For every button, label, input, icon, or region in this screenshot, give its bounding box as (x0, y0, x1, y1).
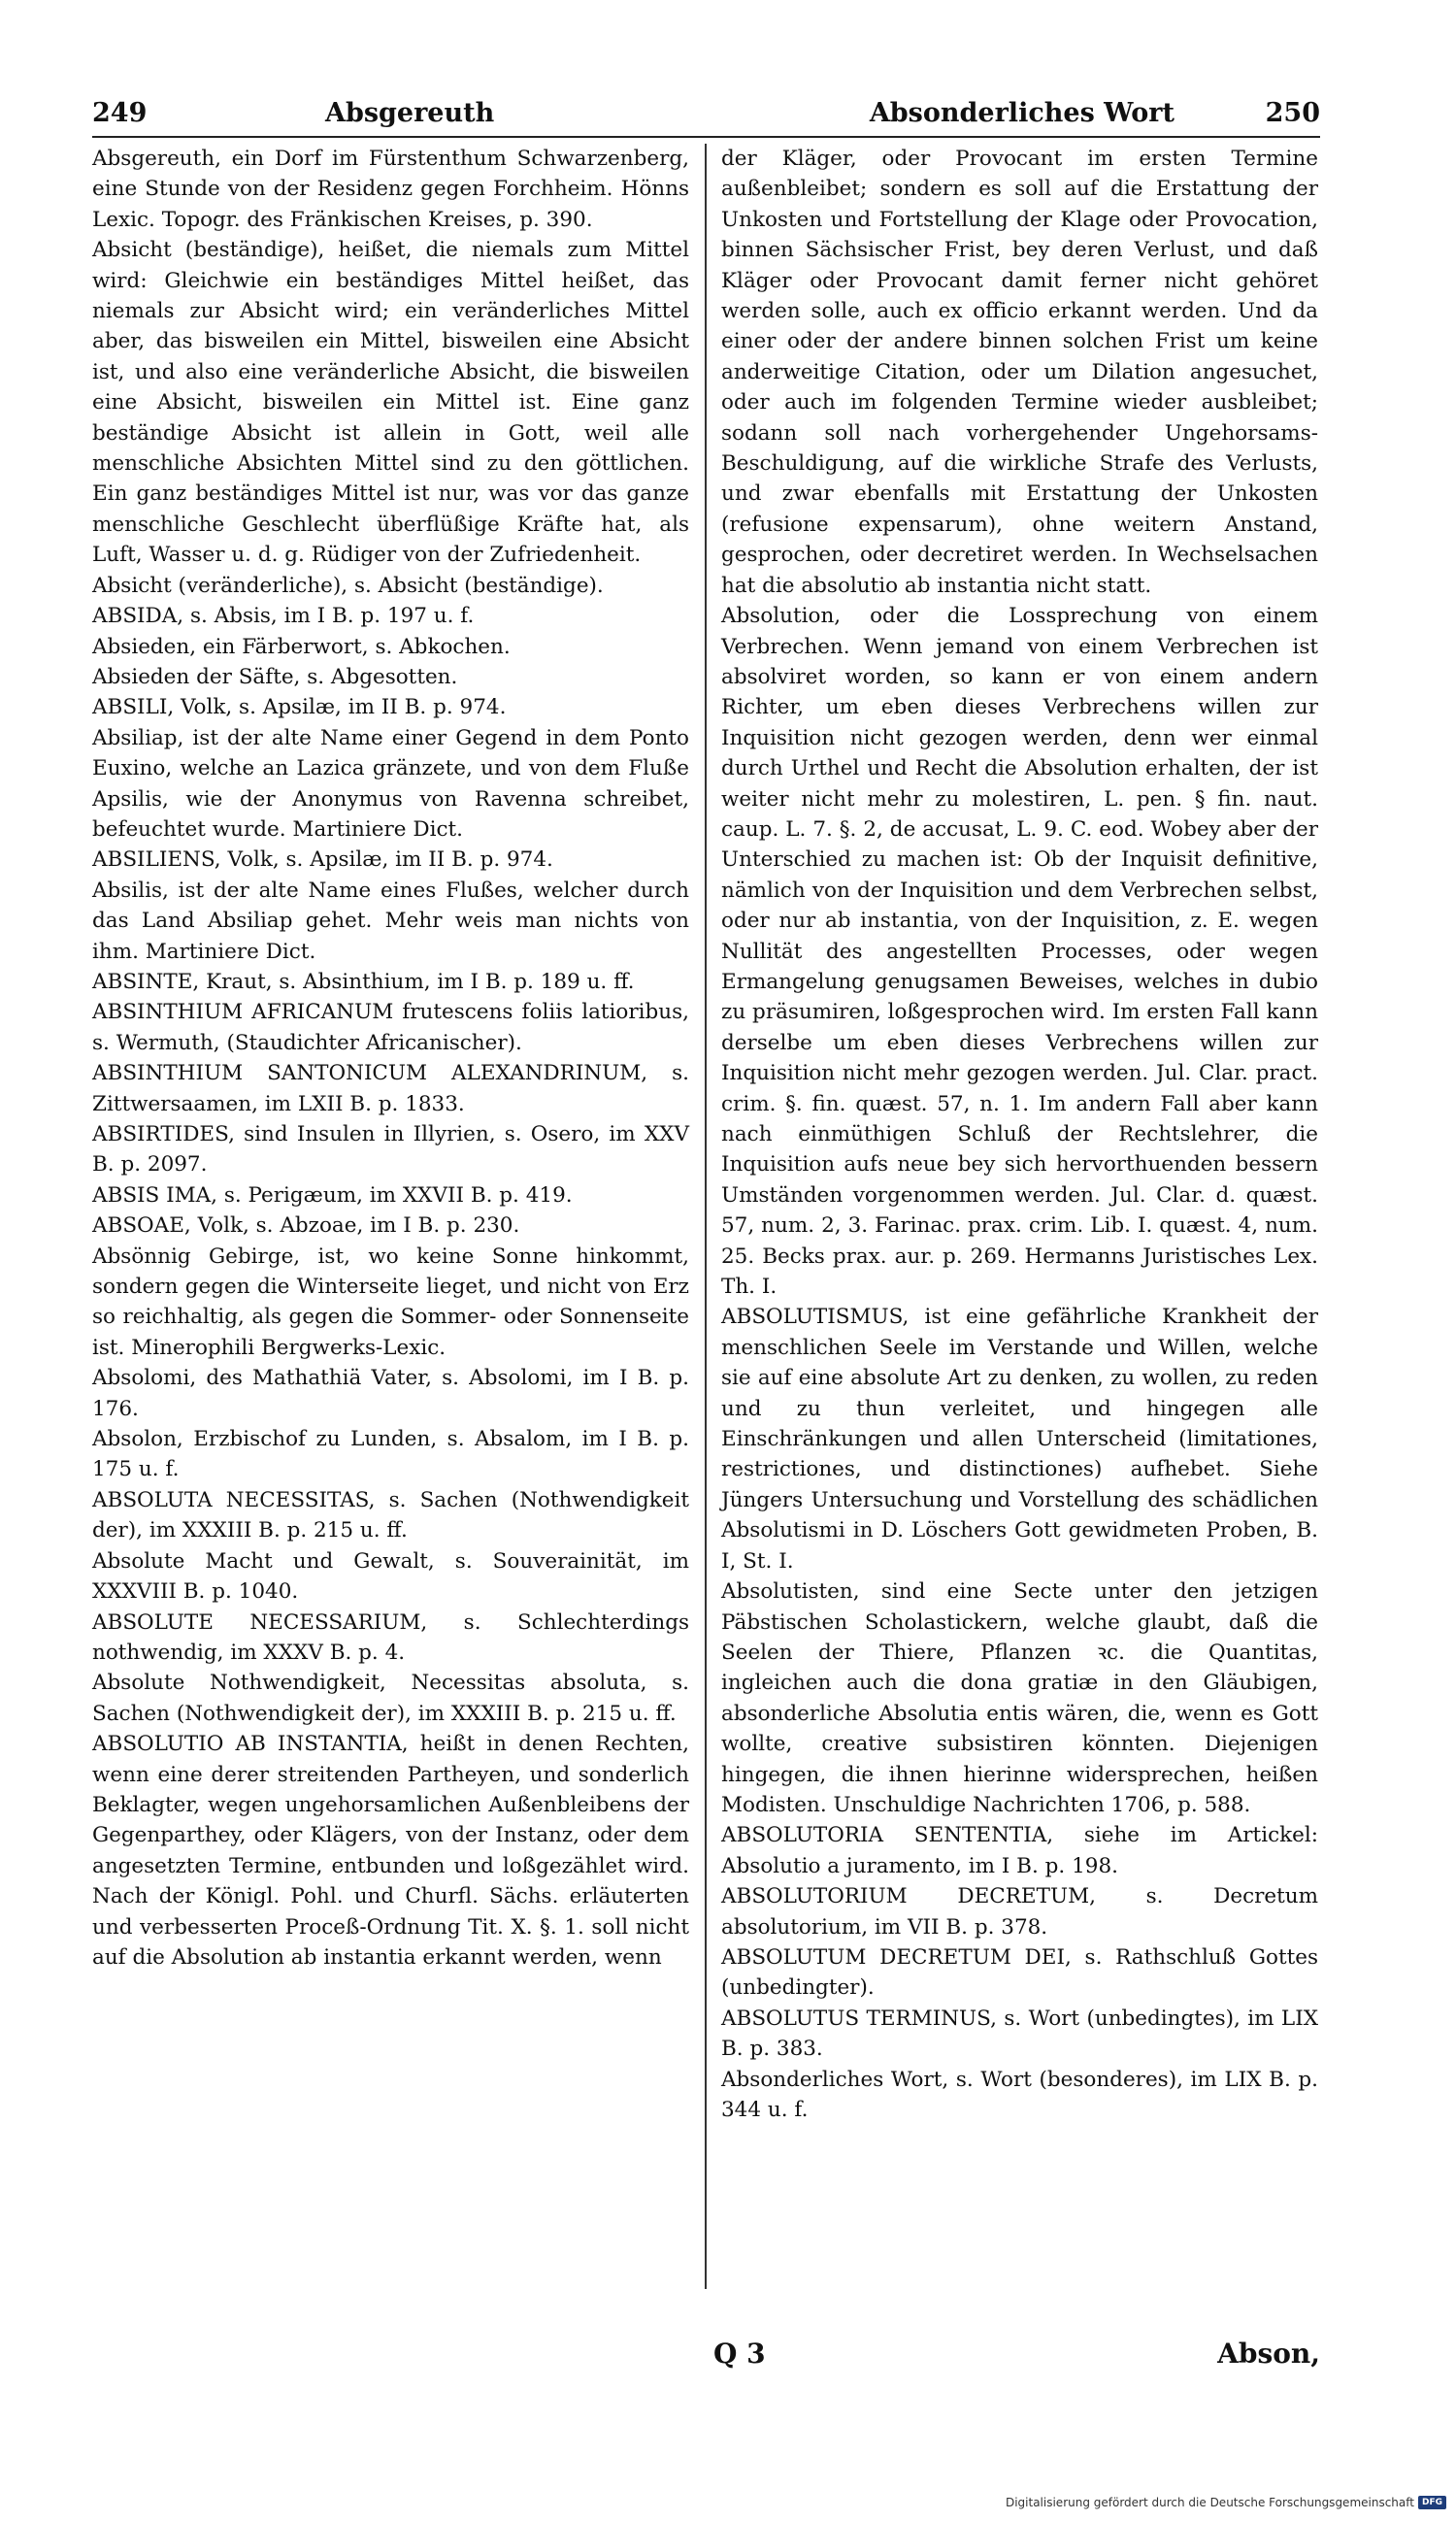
running-title-left: Absgereuth (325, 98, 495, 128)
lexicon-entry: ABSOLUTUS TERMINUS, s. Wort (unbedingtes), im LIX B. p. 383. (721, 2006, 1318, 2062)
lexicon-entry: Absgereuth, ein Dorf im Fürstenthum Schwarzenberg, eine Stunde von der Residenz gegen Forchheim. Hönns Lexic. Topogr. des Fränkischen Kreises, p. 390. (92, 147, 689, 232)
lexicon-entry: Absolon, Erzbischof zu Lunden, s. Absalom, im I B. p. 175 u. f. (92, 1427, 689, 1482)
two-column-body (92, 144, 1320, 2318)
dfg-logo-icon: DFG (1418, 2496, 1446, 2509)
lexicon-entry: der Kläger, oder Provocant im ersten Termine außenbleibet; sondern es soll auf die Erstattung der Unkosten und Fortstellung der Klage oder Provocation, binnen Sächsischer Frist, bey deren Verlust, und daß Kläger oder Provocant damit ferner nicht gehöret werden solle, auch ex officio erkannt werden. Und da einer oder der andere binnen solchen Frist um keine anderweitige Citation, oder um Dilation angesuchet, oder auch im folgenden Termine wieder ausbleibet; sodann soll nach vorhergehender Ungehorsams-Beschuldigung, auf die wirkliche Strafe des Verlusts, und zwar ebenfalls mit Erstattung der Unkosten (refusione expensarum), ohne weitern Anstand, gesprochen, oder decretiret werden. In Wechselsachen hat die absolutio ab instantia nicht statt. (721, 147, 1318, 598)
lexicon-entry: Absönnig Gebirge, ist, wo keine Sonne hinkommt, sondern gegen die Winterseite lieget, und nicht von Erz so reichhaltig, als gegen die Sommer- oder Sonnenseite ist. Minerophili Bergwerks-Lexic. (92, 1244, 689, 1360)
lexicon-entry: Absolute Macht und Gewalt, s. Souverainität, im XXXVIII B. p. 1040. (92, 1548, 689, 1605)
lexicon-entry: ABSIRTIDES, sind Insulen in Illyrien, s. Osero, im XXV B. p. 2097. (92, 1122, 689, 1178)
lexicon-entry: Absilis, ist der alte Name eines Flußes, welcher durch das Land Absiliap gehet. Mehr weis man nichts von ihm. Martiniere Dict. (92, 878, 689, 964)
lexicon-entry: Absieden der Säfte, s. Abgesotten. (92, 664, 458, 689)
lexicon-entry: Absolution, oder die Lossprechung von einem Verbrechen. Wenn jemand von einem Verbrechen ist absolviret worden, so kann er von einem andern Richter, um eben dieses Verbrechens willen zur Inquisition nicht gezogen werden, denn wer einmal durch Urthel und Recht die Absolution erhalten, der ist weiter nicht mehr zu molestiren, L. pen. § fin. naut. caup. L. 7. §. 2, de accusat, L. 9. C. eod. Wobey aber der Unterschied zu machen ist: Ob der Inquisit definitive, nämlich von der Inquisition und dem Verbrechen selbst, oder nur ab instantia, von der Inquisition, z. E. wegen Nullität des angestellten Processes, oder wegen Ermangelung genugsamen Beweises, welches in dubio zu präsumiren, loßgesprochen wird. Im ersten Fall kann derselbe um eben dieses Verbrechens willen zur Inquisition nicht mehr gezogen werden. Jul. Clar. pract. crim. §. fin. quæst. 57, n. 1. Im andern Fall aber kann nach einmüthigen Schluß der Rechtslehrer, die Inquisition aufs neue bey sich hervorthuenden bessern Umständen vorgenommen werden. Jul. Clar. d. quæst. 57, num. 2, 3. Farinac. prax. crim. Lib. I. quæst. 4, num. 25. Becks prax. aur. p. 269. Hermanns Juristisches Lex. Th. I. (721, 604, 1318, 1300)
column-divider (705, 144, 707, 2289)
lexicon-entry: Absiliap, ist der alte Name einer Gegend in dem Ponto Euxino, welche an Lazica gränzete, und von dem Fluße Apsilis, wie der Anonymus von Ravenna schreibet, befeuchtet wurde. Martiniere Dict. (92, 725, 689, 842)
lexicon-entry: ABSOLUTORIUM DECRETUM, s. Decretum absolutorium, im VII B. p. 378. (721, 1884, 1318, 1940)
right-column (721, 144, 1318, 2125)
lexicon-entry: Absicht (veränderliche), s. Absicht (beständige). (92, 573, 604, 598)
page-number-right: 250 (1265, 98, 1320, 128)
lexicon-entry: ABSOLUTORIA SENTENTIA, siehe im Artickel: Absolutio a juramento, im I B. p. 198. (721, 1823, 1318, 1878)
credit-text: Digitalisierung gefördert durch die Deutsche Forschungsgemeinschaft (1005, 2496, 1414, 2509)
digitization-credit (1006, 2496, 1446, 2509)
lexicon-entry: Absolute Nothwendigkeit, Necessitas absoluta, s. Sachen (Nothwendigkeit der), im XXXIII B. p. 215 u. ff. (92, 1671, 689, 1726)
lexicon-entry: ABSINTE, Kraut, s. Absinthium, im I B. p. 189 u. ff. (92, 969, 635, 994)
lexicon-entry: ABSILI, Volk, s. Apsilæ, im II B. p. 974. (92, 695, 507, 720)
lexicon-entry: ABSIDA, s. Absis, im I B. p. 197 u. f. (92, 604, 475, 629)
catchword: Abson, (1217, 2338, 1320, 2370)
lexicon-entry: ABSILIENS, Volk, s. Apsilæ, im II B. p. 974. (92, 847, 553, 873)
lexicon-entry: Absieden, ein Färberwort, s. Abkochen. (92, 634, 511, 659)
running-title-right: Absonderliches Wort (869, 98, 1175, 128)
lexicon-entry: ABSOLUTUM DECRETUM DEI, s. Rathschluß Gottes (unbedingter). (721, 1944, 1318, 2001)
lexicon-entry: ABSOLUTA NECESSITAS, s. Sachen (Nothwendigkeit der), im XXXIII B. p. 215 u. ff. (92, 1487, 689, 1543)
lexicon-entry: ABSINTHIUM AFRICANUM frutescens foliis latioribus, s. Wermuth, (Staudichter Africanischer). (92, 1000, 689, 1055)
lexicon-entry: ABSOLUTE NECESSARIUM, s. Schlechterdings nothwendig, im XXXV B. p. 4. (92, 1609, 689, 1665)
left-column (92, 144, 689, 1973)
lexicon-entry: ABSOLUTISMUS, ist eine gefährliche Krankheit der menschlichen Seele im Verstande und Willen, welche sie auf eine absolute Art zu denken, zu wollen, zu reden und zu thun verleitet, und hingegen alle Einschränkungen und allen Unterscheid (limitationes, restrictiones, und distinctiones) aufhebet. Siehe Jüngers Untersuchung und Vorstellung des schädlichen Absolutismi in D. Löschers Gott gewidmeten Proben, B. I, St. I. (721, 1305, 1318, 1574)
running-header (92, 85, 1320, 138)
lexicon-entry: Absonderliches Wort, s. Wort (besonderes), im LIX B. p. 344 u. f. (721, 2067, 1318, 2122)
signature-mark: Q 3 (713, 2338, 766, 2370)
book-page (92, 85, 1320, 2454)
lexicon-entry: Absolutisten, sind eine Secte unter den jetzigen Päbstischen Scholastickern, welche glaubt, daß die Seelen der Thiere, Pflanzen ꝛc. die Quantitas, ingleichen auch die dona gratiæ in den Gläubigen, absonderliche Absolutia entis wären, die, wenn es Gott wollte, creative subsistiren könnten. Diejenigen hingegen, die ihnen hierinne widersprechen, heißen Modisten. Unschuldige Nachrichten 1706, p. 588. (721, 1579, 1318, 1817)
lexicon-entry: Absolomi, des Mathathiä Vater, s. Absolomi, im I B. p. 176. (92, 1366, 689, 1421)
lexicon-entry: Absicht (beständige), heißet, die niemals zum Mittel wird: Gleichwie ein beständiges Mittel heißet, das niemals zur Absicht wird; ein veränderliches Mittel aber, das bisweilen ein Mittel, bisweilen eine Absicht ist, und also eine veränderliche Absicht, die bisweilen eine Absicht, bisweilen ein Mittel ist. Eine ganz beständige Absicht ist allein in Gott, weil alle menschliche Absichten Mittel sind zu den göttlichen. Ein ganz beständiges Mittel ist nur, was vor das ganze menschliche Geschlecht überflüßige Kräfte hat, als Luft, Wasser u. d. g. Rüdiger von der Zufriedenheit. (92, 238, 689, 568)
lexicon-entry: ABSIS IMA, s. Perigæum, im XXVII B. p. 419. (92, 1182, 573, 1208)
lexicon-entry: ABSOLUTIO AB INSTANTIA, heißt in denen Rechten, wenn eine derer streitenden Partheyen, und sonderlich Beklagter, wegen ungehorsamlichen Außenbleibens der Gegenparthey, oder Klägers, von der Instanz, oder dem angesetzten Termine, entbunden und loßgezählet wird. Nach der Königl. Pohl. und Churfl. Sächs. erläuterten und verbesserten Proceß-Ordnung Tit. X. §. 1. soll nicht auf die Absolution ab instantia erkannt werden, wenn (92, 1732, 689, 1970)
page-number-left: 249 (92, 98, 148, 128)
lexicon-entry: ABSINTHIUM SANTONICUM ALEXANDRINUM, s. Zittwersaamen, im LXII B. p. 1833. (92, 1061, 689, 1116)
lexicon-entry: ABSOAE, Volk, s. Abzoae, im I B. p. 230. (92, 1213, 520, 1239)
page-footer (92, 2338, 1320, 2386)
